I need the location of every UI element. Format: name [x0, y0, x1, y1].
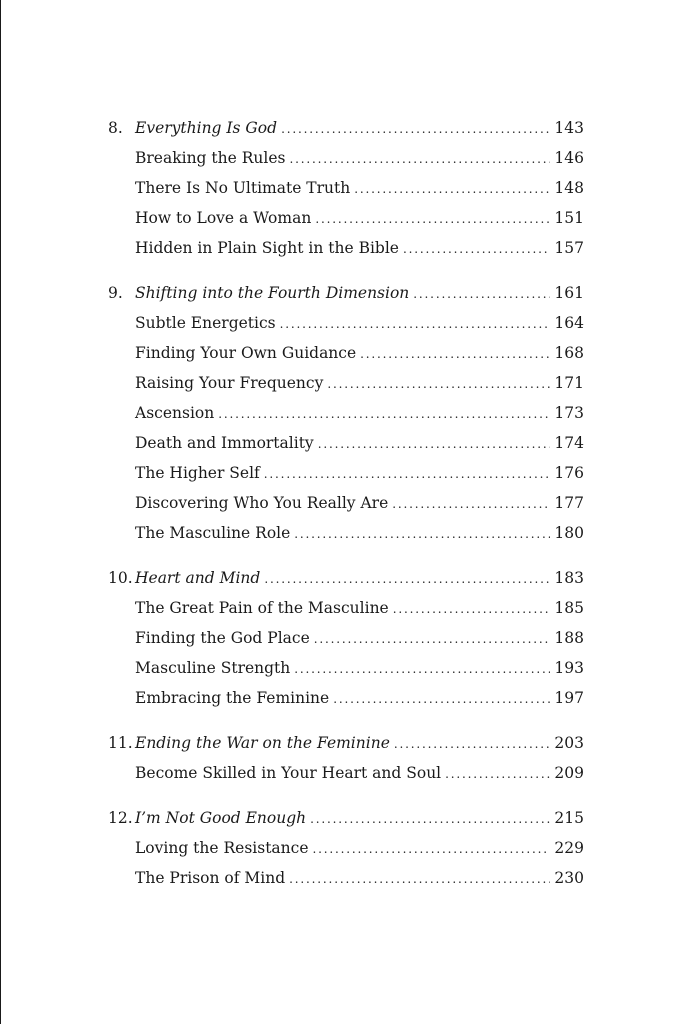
- page-number: 173: [554, 404, 584, 422]
- page-number: 151: [554, 209, 584, 227]
- toc-chapter: [108, 563, 584, 713]
- chapter-entry[interactable]: [108, 803, 584, 833]
- dot-leader: [318, 429, 551, 459]
- chapter-number: 11.: [108, 734, 133, 752]
- dot-leader: [393, 594, 551, 624]
- section-title: The Higher Self: [135, 464, 260, 482]
- page-number: 171: [554, 374, 584, 392]
- section-entry[interactable]: [108, 653, 584, 683]
- section-entry[interactable]: [108, 233, 584, 263]
- section-title: There Is No Ultimate Truth: [135, 179, 351, 197]
- page-number: 148: [554, 179, 584, 197]
- section-entry[interactable]: [108, 338, 584, 368]
- section-entry[interactable]: [108, 428, 584, 458]
- section-entry[interactable]: [108, 368, 584, 398]
- section-title: Become Skilled in Your Heart and Soul: [135, 764, 442, 782]
- section-entry[interactable]: [108, 398, 584, 428]
- page-number: 185: [554, 599, 584, 617]
- chapter-entry[interactable]: [108, 563, 584, 593]
- dot-leader: [294, 519, 550, 549]
- toc-chapter: [108, 113, 584, 263]
- dot-leader: [281, 114, 550, 144]
- section-title: Finding the God Place: [135, 629, 310, 647]
- page-number: 197: [554, 689, 584, 707]
- section-entry[interactable]: [108, 623, 584, 653]
- section-title: Finding Your Own Guidance: [135, 344, 357, 362]
- dot-leader: [445, 759, 550, 789]
- page-number: 164: [554, 314, 584, 332]
- section-entry[interactable]: [108, 458, 584, 488]
- toc-chapter: [108, 278, 584, 548]
- chapter-number: 8.: [108, 119, 123, 137]
- table-of-contents: [108, 113, 584, 908]
- dot-leader: [218, 399, 550, 429]
- page-number: 177: [554, 494, 584, 512]
- section-entry[interactable]: [108, 143, 584, 173]
- section-title: Hidden in Plain Sight in the Bible: [135, 239, 399, 257]
- section-title: The Great Pain of the Masculine: [135, 599, 389, 617]
- page-number: 161: [554, 284, 584, 302]
- section-entry[interactable]: [108, 683, 584, 713]
- dot-leader: [314, 624, 551, 654]
- dot-leader: [280, 309, 551, 339]
- section-entry[interactable]: [108, 488, 584, 518]
- dot-leader: [310, 804, 550, 834]
- section-entry[interactable]: [108, 203, 584, 233]
- page-number: 230: [554, 869, 584, 887]
- chapter-number: 10.: [108, 569, 133, 587]
- section-entry[interactable]: [108, 308, 584, 338]
- dot-leader: [403, 234, 550, 264]
- section-entry[interactable]: [108, 593, 584, 623]
- page-number: 215: [554, 809, 584, 827]
- section-title: Embracing the Feminine: [135, 689, 330, 707]
- section-title: Death and Immortality: [135, 434, 314, 452]
- page-number: 229: [554, 839, 584, 857]
- dot-leader: [289, 144, 550, 174]
- dot-leader: [264, 459, 551, 489]
- dot-leader: [394, 729, 551, 759]
- page-number: 174: [554, 434, 584, 452]
- section-entry[interactable]: [108, 833, 584, 863]
- page-number: 183: [554, 569, 584, 587]
- dot-leader: [313, 834, 551, 864]
- chapter-title: Shifting into the Fourth Dimension: [135, 284, 410, 302]
- dot-leader: [354, 174, 550, 204]
- chapter-number: 12.: [108, 809, 133, 827]
- section-title: The Prison of Mind: [135, 869, 286, 887]
- chapter-title: Ending the War on the Feminine: [135, 734, 390, 752]
- section-entry[interactable]: [108, 863, 584, 893]
- dot-leader: [333, 684, 550, 714]
- dot-leader: [315, 204, 550, 234]
- section-entry[interactable]: [108, 758, 584, 788]
- chapter-number: 9.: [108, 284, 123, 302]
- section-title: Discovering Who You Really Are: [135, 494, 389, 512]
- section-title: Masculine Strength: [135, 659, 291, 677]
- dot-leader: [294, 654, 550, 684]
- page-number: 143: [554, 119, 584, 137]
- chapter-entry[interactable]: [108, 113, 584, 143]
- section-entry[interactable]: [108, 173, 584, 203]
- page-number: 203: [554, 734, 584, 752]
- page-number: 168: [554, 344, 584, 362]
- dot-leader: [360, 339, 550, 369]
- toc-chapter: [108, 803, 584, 893]
- dot-leader: [413, 279, 550, 309]
- section-title: Subtle Energetics: [135, 314, 276, 332]
- section-title: The Masculine Role: [135, 524, 291, 542]
- page-number: 157: [554, 239, 584, 257]
- chapter-title: Everything Is God: [135, 119, 278, 137]
- toc-chapter: [108, 728, 584, 788]
- section-title: Breaking the Rules: [135, 149, 286, 167]
- section-title: Ascension: [135, 404, 215, 422]
- chapter-title: Heart and Mind: [135, 569, 261, 587]
- page-number: 176: [554, 464, 584, 482]
- dot-leader: [289, 864, 550, 894]
- page-number: 180: [554, 524, 584, 542]
- section-title: Raising Your Frequency: [135, 374, 324, 392]
- chapter-title: I’m Not Good Enough: [135, 809, 307, 827]
- chapter-entry[interactable]: [108, 278, 584, 308]
- section-title: Loving the Resistance: [135, 839, 309, 857]
- page-number: 209: [554, 764, 584, 782]
- section-entry[interactable]: [108, 518, 584, 548]
- chapter-entry[interactable]: [108, 728, 584, 758]
- page-number: 193: [554, 659, 584, 677]
- page-number: 188: [554, 629, 584, 647]
- dot-leader: [392, 489, 550, 519]
- dot-leader: [327, 369, 550, 399]
- dot-leader: [264, 564, 550, 594]
- section-title: How to Love a Woman: [135, 209, 312, 227]
- page-number: 146: [554, 149, 584, 167]
